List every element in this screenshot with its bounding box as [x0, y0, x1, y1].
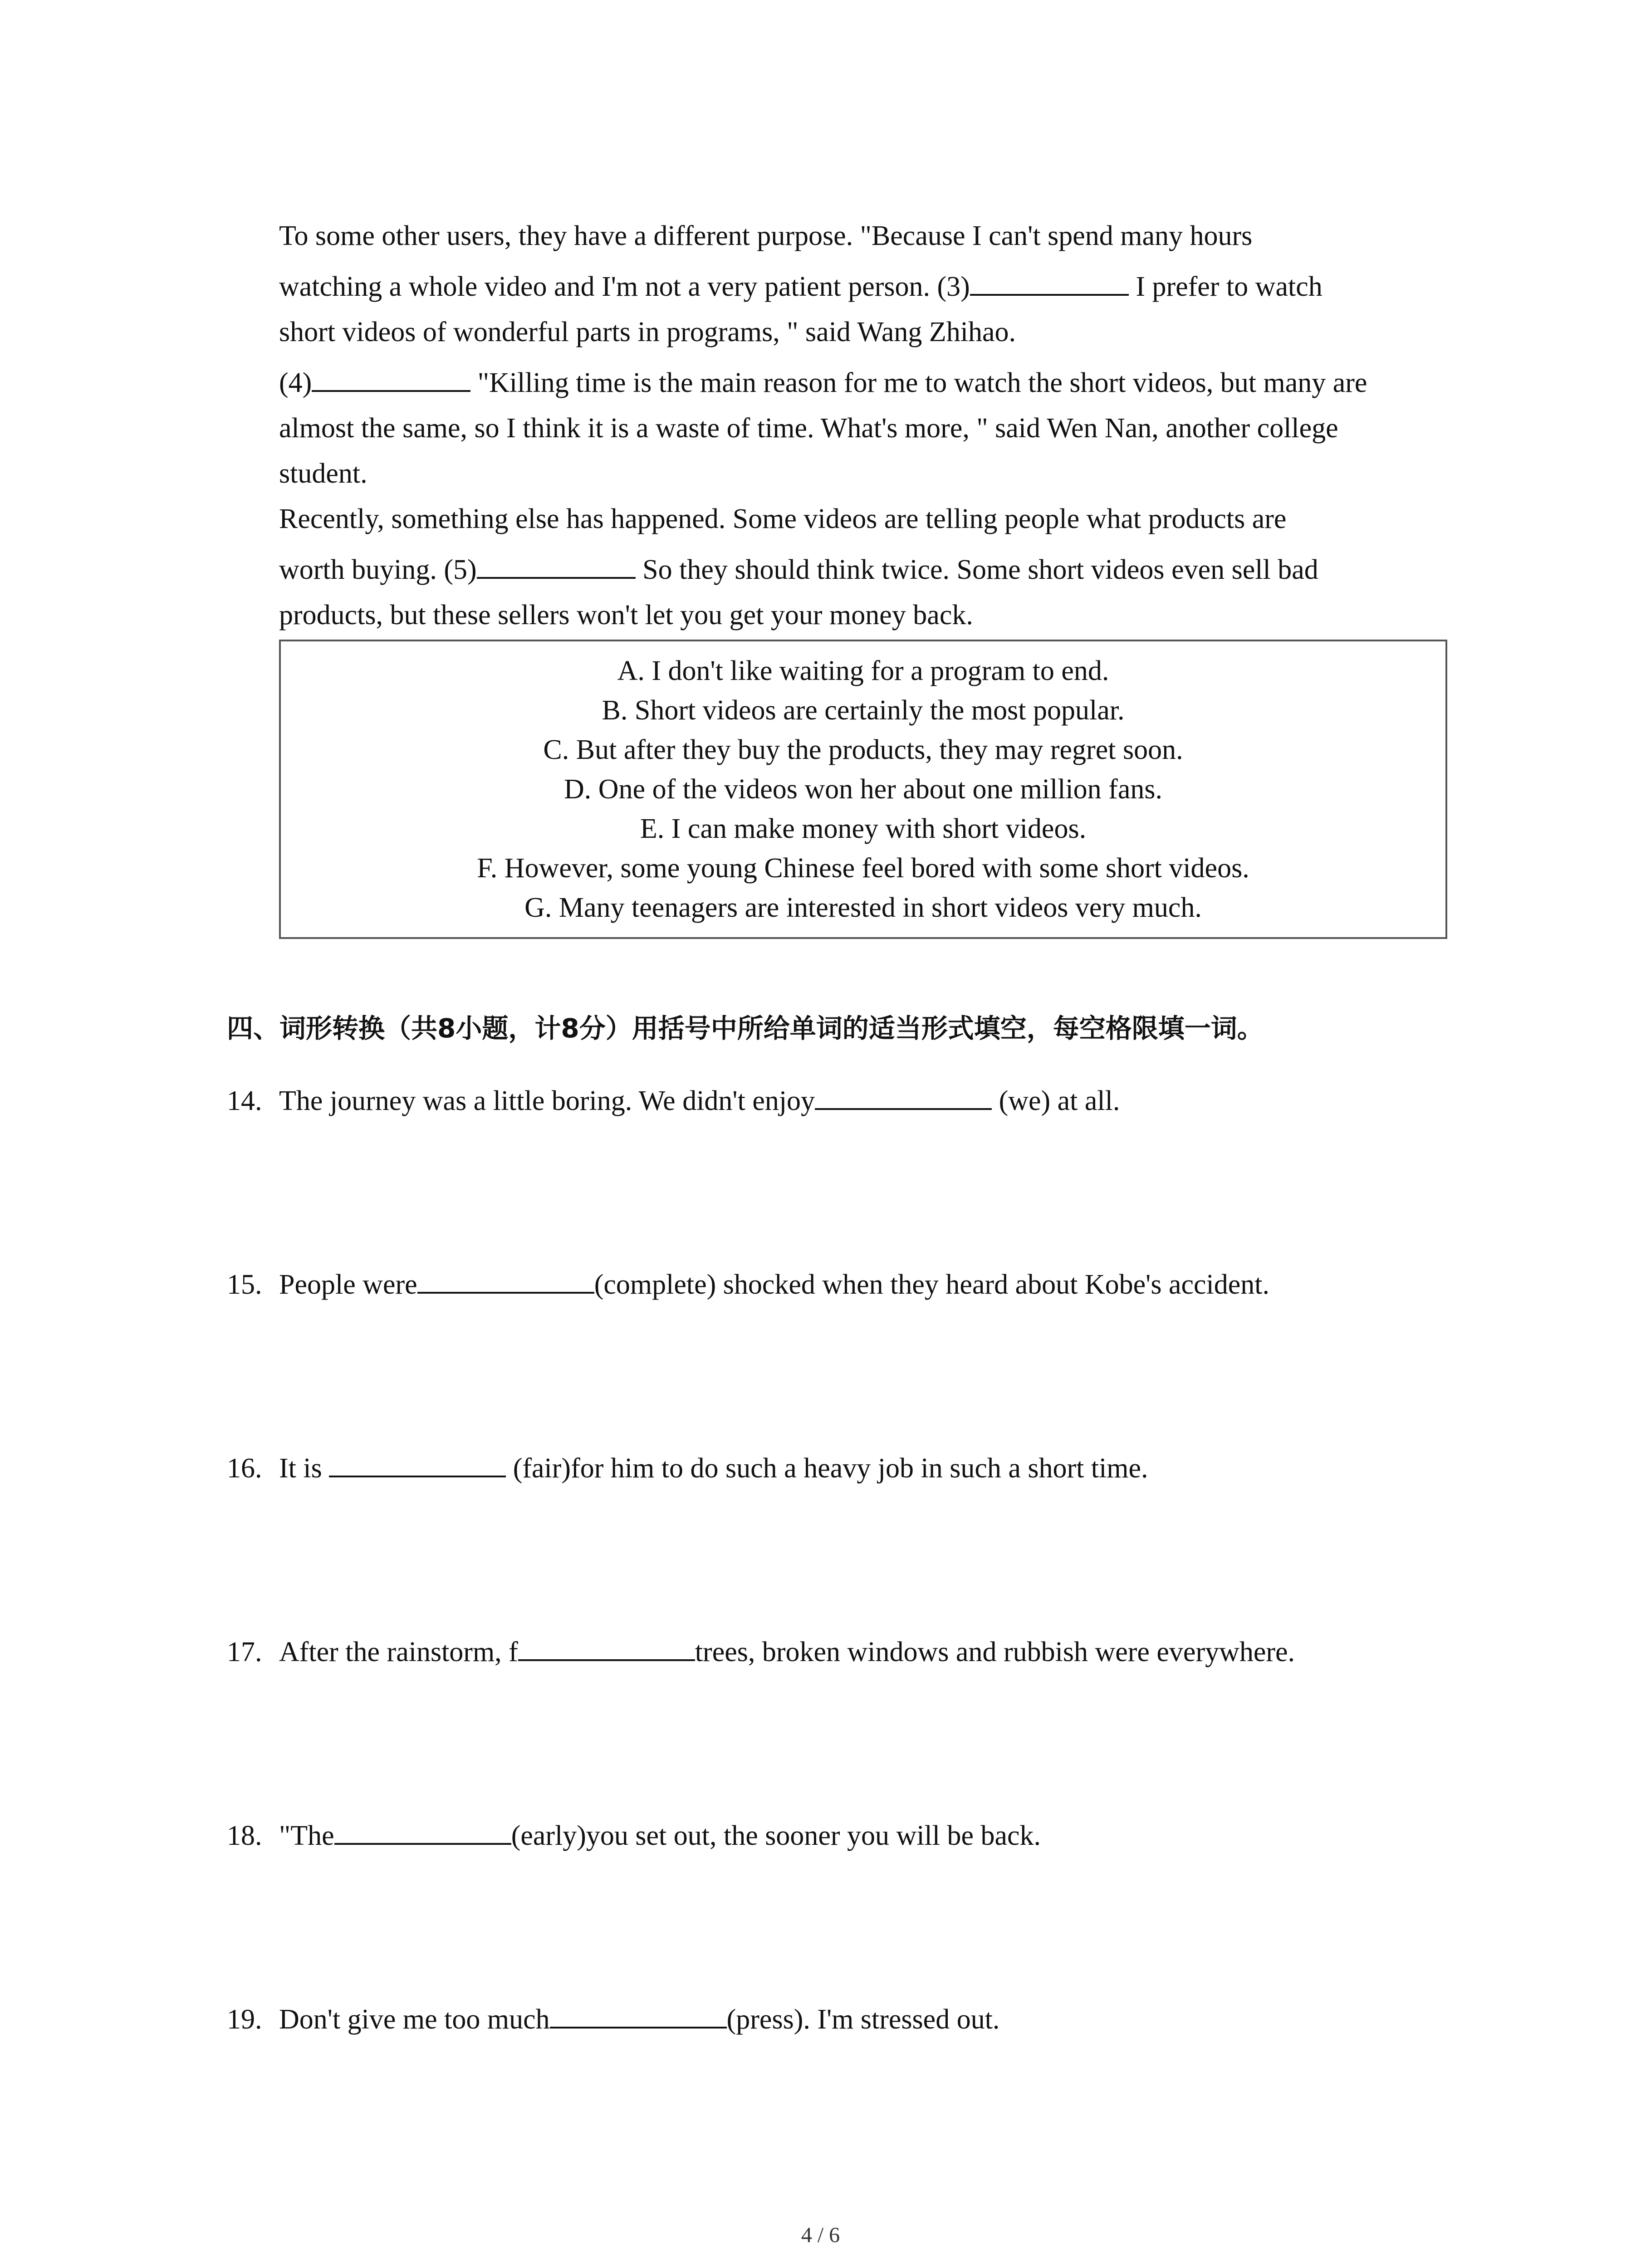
answer-blank[interactable] [417, 1256, 594, 1294]
page-number: 4 / 6 [801, 2223, 840, 2247]
passage-line: To some other users, they have a different purpose. "Because I can't spend many hours [279, 220, 1253, 251]
options-box [279, 640, 1447, 939]
reading-passage [279, 213, 1450, 638]
answer-blank-5[interactable] [477, 542, 636, 579]
passage-line: products, but these sellers won't let you get your money back. [279, 600, 973, 631]
option-c: C. But after they buy the products, they may regret soon. [543, 734, 1183, 765]
question-15: 15. People were (complete) shocked when they heard about Kobe's accident. [227, 1256, 1452, 1301]
option-g: G. Many teenagers are interested in short videos very much. [524, 892, 1202, 923]
answer-blank[interactable] [518, 1624, 695, 1661]
section-title: 四、词形转换（共8小题，计8分）用括号中所给单词的适当形式填空，每空格限填一词。 [227, 1013, 1264, 1044]
option-e: E. I can make money with short videos. [640, 813, 1087, 844]
question-14: 14. The journey was a little boring. We didn't enjoy (we) at all. [227, 1073, 1452, 1117]
option-d: D. One of the videos won her about one million fans. [564, 774, 1162, 805]
answer-blank-3[interactable] [970, 259, 1129, 296]
passage-line: student. [279, 458, 367, 489]
answer-blank-4[interactable] [312, 355, 470, 392]
passage-line: short videos of wonderful parts in programs, " said Wang Zhihao. [279, 317, 1016, 347]
option-a: A. I don't like waiting for a program to end. [617, 655, 1109, 686]
question-16: 16. It is (fair)for him to do such a heavy job in such a short time. [227, 1440, 1452, 1485]
question-18: 18. "The (early)you set out, the sooner you will be back. [227, 1808, 1452, 1852]
passage-line: worth buying. (5) So they should think twice. Some short videos even sell bad [279, 542, 1450, 592]
option-b: B. Short videos are certainly the most popular. [602, 695, 1125, 726]
option-f: F. However, some young Chinese feel bored with some short videos. [477, 853, 1249, 884]
passage-line: watching a whole video and I'm not a very patient person. (3) I prefer to watch [279, 259, 1450, 309]
answer-blank[interactable] [329, 1440, 506, 1477]
answer-blank[interactable] [550, 1991, 727, 2028]
question-17: 17. After the rainstorm, f trees, broken windows and rubbish were everywhere. [227, 1624, 1452, 1668]
answer-blank[interactable] [815, 1073, 992, 1110]
passage-line: almost the same, so I think it is a waste of time. What's more, " said Wen Nan, another college [279, 413, 1338, 444]
passage-line: (4) "Killing time is the main reason for me to watch the short videos, but many are [279, 355, 1450, 406]
passage-line: Recently, something else has happened. Some videos are telling people what products are [279, 503, 1287, 534]
question-19: 19. Don't give me too much (press). I'm stressed out. [227, 1991, 1452, 2036]
answer-blank[interactable] [334, 1808, 511, 1845]
